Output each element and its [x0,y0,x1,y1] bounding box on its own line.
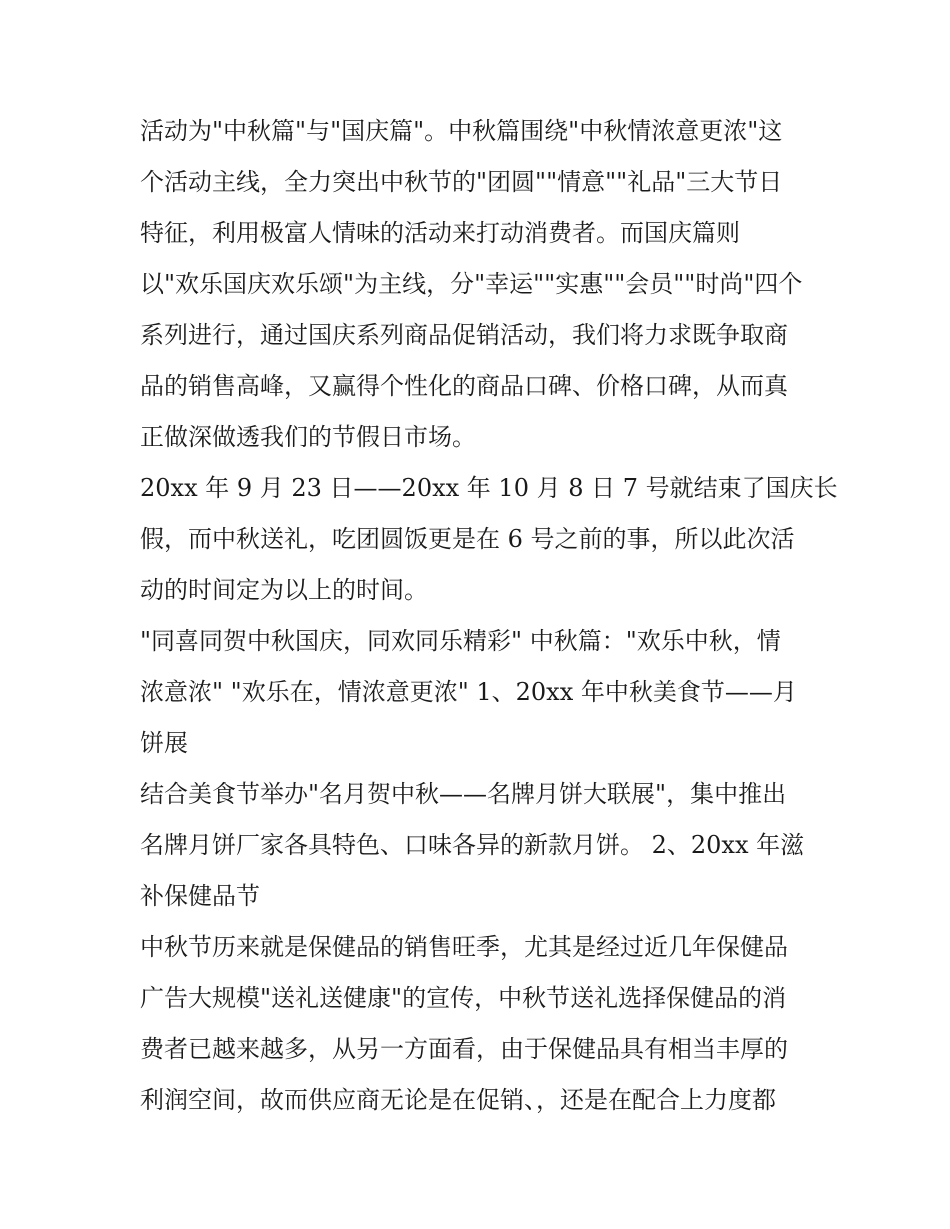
text-line: "同喜同贺中秋国庆，同欢同乐精彩" 中秋篇："欢乐中秋，情 [140,627,781,655]
text-line: 饼展 [140,729,188,757]
text-line: 广告大规模"送礼送健康"的宣传，中秋节送礼选择保健品的消 [140,984,787,1012]
text-line: 补保健品节 [140,882,260,910]
paragraph-health-products [140,922,820,1126]
text-line: 假，而中秋送礼，吃团圆饭更是在 6 号之前的事，所以此次活 [140,525,795,553]
text-line: 特征，利用极富人情味的活动来打动消费者。而国庆篇则 [140,219,740,247]
text-line: 费者已越来越多，从另一方面看，由于保健品具有相当丰厚的 [140,1035,788,1063]
paragraph-activity-theme [140,106,820,463]
paragraph-activity-time [140,463,838,616]
text-line: 利润空间，故而供应商无论是在促销、，还是在配合上力度都 [140,1086,776,1114]
text-line: 结合美食节举办"名月贺中秋——名牌月饼大联展"，集中推出 [140,780,787,808]
text-line: 名牌月饼厂家各具特色、口味各异的新款月饼。 2、20xx 年滋 [140,831,805,859]
text-line: 个活动主线，全力突出中秋节的"团圆""情意""礼品"三大节日 [140,168,783,196]
text-line: 品的销售高峰，又赢得个性化的商品口碑、价格口碑，从而真 [140,372,788,400]
text-line: 系列进行，通过国庆系列商品促销活动，我们将力求既争取商 [140,321,788,349]
paragraph-slogan [140,616,820,769]
text-line: 浓意浓" "欢乐在，情浓意更浓" 1、20xx 年中秋美食节——月 [140,678,797,706]
text-line: 动的时间定为以上的时间。 [140,576,428,604]
text-line: 中秋节历来就是保健品的销售旺季，尤其是经过近几年保健品 [140,933,788,961]
paragraph-mooncake-expo [140,769,820,922]
text-line: 正做深做透我们的节假日市场。 [140,423,476,451]
document-body [140,106,838,1126]
text-line: 20xx 年 9 月 23 日——20xx 年 10 月 8 日 7 号就结束了国庆长 [140,474,838,502]
text-line: 活动为"中秋篇"与"国庆篇"。中秋篇围绕"中秋情浓意更浓"这 [140,117,783,145]
text-line: 以"欢乐国庆欢乐颂"为主线，分"幸运""实惠""会员""时尚"四个 [140,270,803,298]
